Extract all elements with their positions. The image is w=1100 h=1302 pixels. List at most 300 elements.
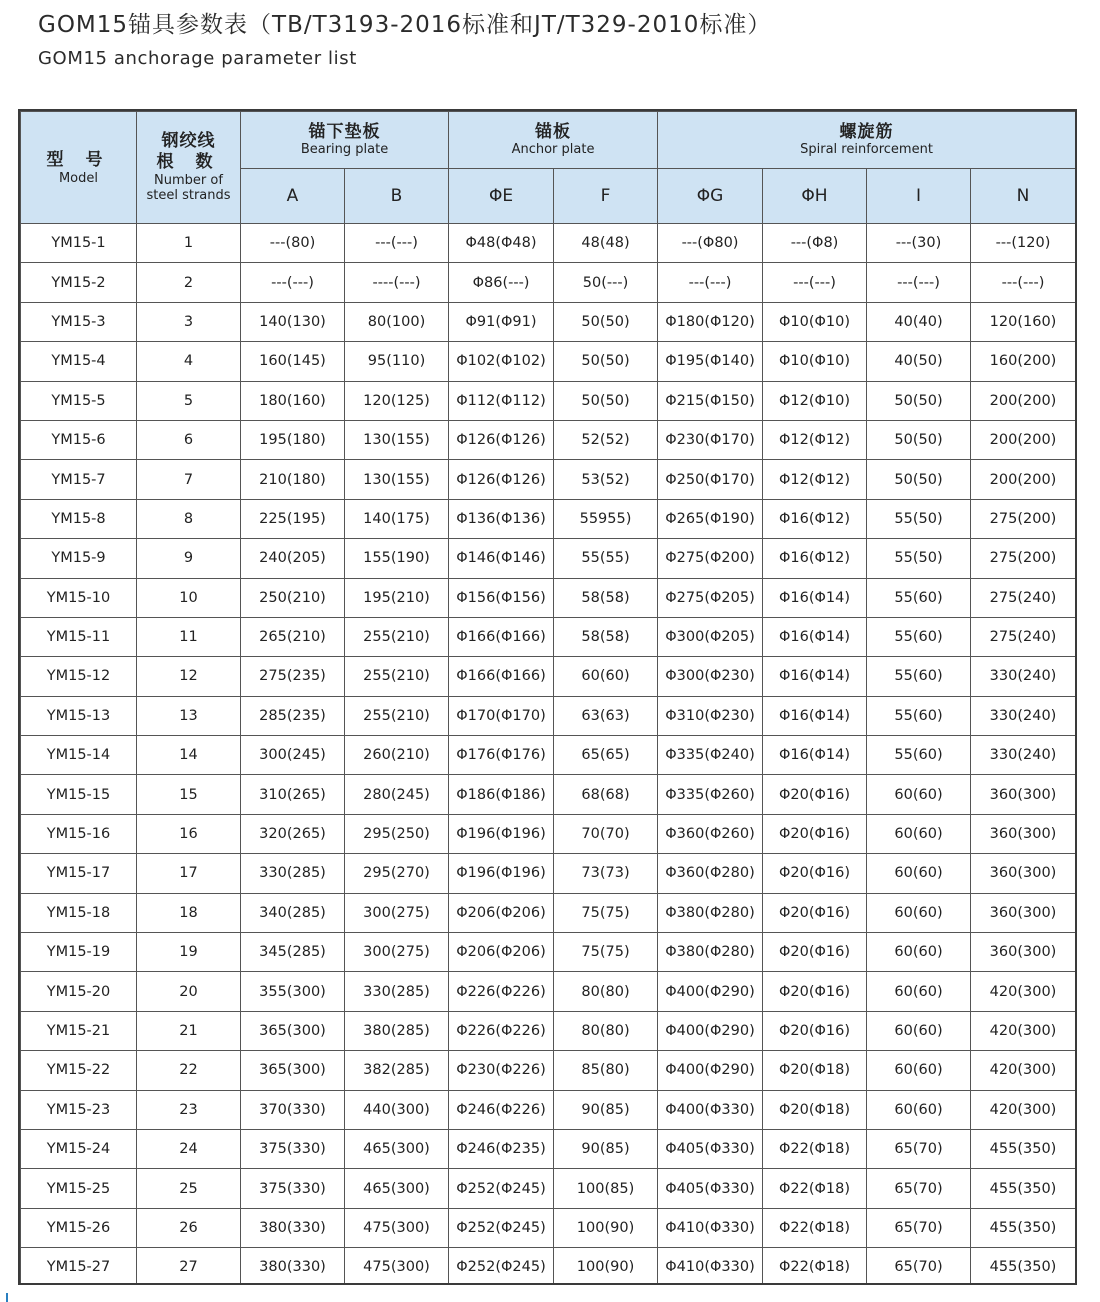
cell-b: 330(285): [345, 972, 449, 1011]
cell-e: Φ186(Φ186): [449, 775, 554, 814]
cell-h: ---(Φ8): [763, 224, 867, 263]
cell-model: YM15-10: [21, 578, 137, 617]
cell-a: 195(180): [241, 420, 345, 459]
cell-n: 200(200): [971, 381, 1076, 420]
header-strands-zh1: 钢绞线: [161, 131, 216, 151]
cell-strands: 17: [137, 854, 241, 893]
cell-strands: 13: [137, 696, 241, 735]
cell-b: 280(245): [345, 775, 449, 814]
cell-e: Φ166(Φ166): [449, 657, 554, 696]
cell-i: 60(60): [867, 814, 971, 853]
cell-n: 120(160): [971, 302, 1076, 341]
cell-model: YM15-3: [21, 302, 137, 341]
col-header-a: A: [241, 169, 345, 224]
cell-g: Φ405(Φ330): [658, 1129, 763, 1168]
table-row: [21, 1208, 1076, 1247]
cell-e: Φ48(Φ48): [449, 224, 554, 263]
cell-g: Φ215(Φ150): [658, 381, 763, 420]
col-header-n: N: [971, 169, 1076, 224]
cell-a: 365(300): [241, 1011, 345, 1050]
cell-g: Φ300(Φ230): [658, 657, 763, 696]
cell-strands: 3: [137, 302, 241, 341]
cell-e: Φ102(Φ102): [449, 342, 554, 381]
cell-model: YM15-6: [21, 420, 137, 459]
cell-i: 65(70): [867, 1169, 971, 1208]
cell-b: 475(300): [345, 1208, 449, 1247]
cell-f: 50(---): [554, 263, 658, 302]
cell-i: 60(60): [867, 893, 971, 932]
cell-i: 60(60): [867, 1090, 971, 1129]
cell-e: Φ252(Φ245): [449, 1169, 554, 1208]
cell-b: 255(210): [345, 657, 449, 696]
table-row: [21, 814, 1076, 853]
cell-i: 60(60): [867, 775, 971, 814]
cell-strands: 27: [137, 1248, 241, 1285]
cell-model: YM15-25: [21, 1169, 137, 1208]
cell-i: 40(40): [867, 302, 971, 341]
cell-g: Φ195(Φ140): [658, 342, 763, 381]
cell-i: 55(60): [867, 578, 971, 617]
cell-b: 440(300): [345, 1090, 449, 1129]
cell-a: ---(---): [241, 263, 345, 302]
cell-i: 60(60): [867, 1051, 971, 1090]
cell-f: 100(90): [554, 1248, 658, 1285]
cell-e: Φ91(Φ91): [449, 302, 554, 341]
cell-n: 360(300): [971, 775, 1076, 814]
table-row: [21, 263, 1076, 302]
cell-model: YM15-18: [21, 893, 137, 932]
cell-h: Φ20(Φ16): [763, 972, 867, 1011]
cell-b: 380(285): [345, 1011, 449, 1050]
cell-h: Φ20(Φ16): [763, 814, 867, 853]
cell-g: Φ360(Φ260): [658, 814, 763, 853]
cell-h: Φ16(Φ14): [763, 696, 867, 735]
cell-i: 55(60): [867, 736, 971, 775]
cell-a: 310(265): [241, 775, 345, 814]
cell-b: 130(155): [345, 460, 449, 499]
cell-n: 455(350): [971, 1248, 1076, 1285]
cell-model: YM15-23: [21, 1090, 137, 1129]
cell-e: Φ196(Φ196): [449, 854, 554, 893]
cell-i: 55(50): [867, 499, 971, 538]
cell-e: Φ246(Φ226): [449, 1090, 554, 1129]
cell-b: 140(175): [345, 499, 449, 538]
table-row: [21, 696, 1076, 735]
col-header-g: ΦG: [658, 169, 763, 224]
cell-model: YM15-11: [21, 617, 137, 656]
cell-a: 285(235): [241, 696, 345, 735]
cell-f: 60(60): [554, 657, 658, 696]
cell-g: ---(---): [658, 263, 763, 302]
cell-strands: 20: [137, 972, 241, 1011]
cell-h: Φ22(Φ18): [763, 1169, 867, 1208]
cell-h: Φ20(Φ16): [763, 1011, 867, 1050]
cell-g: Φ300(Φ205): [658, 617, 763, 656]
cell-a: 330(285): [241, 854, 345, 893]
cell-e: Φ156(Φ156): [449, 578, 554, 617]
cell-g: Φ400(Φ330): [658, 1090, 763, 1129]
col-header-i: I: [867, 169, 971, 224]
cell-b: 130(155): [345, 420, 449, 459]
cell-b: 300(275): [345, 893, 449, 932]
cell-i: 60(60): [867, 933, 971, 972]
cell-e: Φ126(Φ126): [449, 460, 554, 499]
cell-h: Φ16(Φ14): [763, 657, 867, 696]
cell-g: Φ380(Φ280): [658, 893, 763, 932]
table-row: [21, 499, 1076, 538]
cell-f: 63(63): [554, 696, 658, 735]
col-header-f: F: [554, 169, 658, 224]
cell-strands: 1: [137, 224, 241, 263]
cell-a: 160(145): [241, 342, 345, 381]
anchorage-parameter-table: [20, 111, 1076, 1285]
cell-f: 90(85): [554, 1129, 658, 1168]
table-row: [21, 1248, 1076, 1285]
cell-n: 275(240): [971, 617, 1076, 656]
cell-model: YM15-22: [21, 1051, 137, 1090]
header-anchor-zh: 锚板: [535, 122, 572, 142]
cell-h: Φ20(Φ16): [763, 933, 867, 972]
cell-f: 70(70): [554, 814, 658, 853]
cell-b: 255(210): [345, 617, 449, 656]
cell-strands: 7: [137, 460, 241, 499]
cell-g: Φ275(Φ200): [658, 539, 763, 578]
cell-n: ---(120): [971, 224, 1076, 263]
cell-b: 255(210): [345, 696, 449, 735]
cell-i: 60(60): [867, 1011, 971, 1050]
cell-e: Φ246(Φ235): [449, 1129, 554, 1168]
table-body: [21, 224, 1076, 1286]
cell-n: 455(350): [971, 1129, 1076, 1168]
cell-e: Φ86(---): [449, 263, 554, 302]
cell-a: 340(285): [241, 893, 345, 932]
cell-a: 380(330): [241, 1208, 345, 1247]
cell-g: Φ180(Φ120): [658, 302, 763, 341]
cell-f: 73(73): [554, 854, 658, 893]
page-title: GOM15锚具参数表（TB/T3193-2016标准和JT/T329-2010标准）: [38, 12, 772, 38]
cell-b: 465(300): [345, 1129, 449, 1168]
cell-h: Φ16(Φ12): [763, 539, 867, 578]
cell-strands: 12: [137, 657, 241, 696]
table-row: [21, 972, 1076, 1011]
cell-b: 195(210): [345, 578, 449, 617]
table-row: [21, 578, 1076, 617]
cell-model: YM15-12: [21, 657, 137, 696]
cell-b: 80(100): [345, 302, 449, 341]
cell-n: 330(240): [971, 696, 1076, 735]
cell-model: YM15-21: [21, 1011, 137, 1050]
cell-n: 275(200): [971, 539, 1076, 578]
cell-f: 53(52): [554, 460, 658, 499]
cell-i: 55(50): [867, 539, 971, 578]
header-anchor-en: Anchor plate: [511, 142, 595, 157]
cell-e: Φ206(Φ206): [449, 933, 554, 972]
cell-f: 55(55): [554, 539, 658, 578]
cell-f: 68(68): [554, 775, 658, 814]
cell-g: Φ410(Φ330): [658, 1208, 763, 1247]
cell-e: Φ252(Φ245): [449, 1248, 554, 1285]
cell-strands: 8: [137, 499, 241, 538]
cell-b: 295(270): [345, 854, 449, 893]
cell-model: YM15-19: [21, 933, 137, 972]
table-row: [21, 893, 1076, 932]
cell-e: Φ206(Φ206): [449, 893, 554, 932]
cell-model: YM15-26: [21, 1208, 137, 1247]
cell-model: YM15-1: [21, 224, 137, 263]
cell-e: Φ170(Φ170): [449, 696, 554, 735]
cell-b: ---(---): [345, 224, 449, 263]
cell-strands: 11: [137, 617, 241, 656]
cell-n: 420(300): [971, 972, 1076, 1011]
cell-h: Φ12(Φ10): [763, 381, 867, 420]
cell-i: 55(60): [867, 617, 971, 656]
cell-e: Φ226(Φ226): [449, 972, 554, 1011]
cell-model: YM15-20: [21, 972, 137, 1011]
cell-g: Φ265(Φ190): [658, 499, 763, 538]
cell-h: Φ10(Φ10): [763, 342, 867, 381]
table-row: [21, 381, 1076, 420]
cell-a: 140(130): [241, 302, 345, 341]
table-row: [21, 617, 1076, 656]
cell-f: 55955): [554, 499, 658, 538]
cell-f: 48(48): [554, 224, 658, 263]
cell-a: 355(300): [241, 972, 345, 1011]
header-spiral-reinforcement: [658, 112, 1076, 169]
table-row: [21, 933, 1076, 972]
cell-h: Φ20(Φ16): [763, 854, 867, 893]
cell-n: 420(300): [971, 1090, 1076, 1129]
cell-b: 155(190): [345, 539, 449, 578]
cell-h: Φ12(Φ12): [763, 460, 867, 499]
parameter-table-container: [18, 109, 1077, 1285]
table-row: [21, 1051, 1076, 1090]
cell-e: Φ196(Φ196): [449, 814, 554, 853]
cell-i: 50(50): [867, 420, 971, 459]
cell-strands: 10: [137, 578, 241, 617]
cell-model: YM15-17: [21, 854, 137, 893]
cell-strands: 26: [137, 1208, 241, 1247]
cell-b: 295(250): [345, 814, 449, 853]
cell-model: YM15-2: [21, 263, 137, 302]
cell-f: 85(80): [554, 1051, 658, 1090]
cell-strands: 6: [137, 420, 241, 459]
cell-e: Φ126(Φ126): [449, 420, 554, 459]
cell-i: 40(50): [867, 342, 971, 381]
cell-model: YM15-14: [21, 736, 137, 775]
cell-e: Φ176(Φ176): [449, 736, 554, 775]
cell-g: Φ250(Φ170): [658, 460, 763, 499]
cell-i: 65(70): [867, 1129, 971, 1168]
cell-a: 375(330): [241, 1169, 345, 1208]
cell-strands: 16: [137, 814, 241, 853]
cell-a: 210(180): [241, 460, 345, 499]
cell-e: Φ226(Φ226): [449, 1011, 554, 1050]
cell-n: 455(350): [971, 1208, 1076, 1247]
cell-f: 100(90): [554, 1208, 658, 1247]
cell-strands: 14: [137, 736, 241, 775]
cell-g: Φ400(Φ290): [658, 972, 763, 1011]
cell-model: YM15-4: [21, 342, 137, 381]
cell-f: 100(85): [554, 1169, 658, 1208]
cell-i: 50(50): [867, 460, 971, 499]
cell-f: 65(65): [554, 736, 658, 775]
cell-strands: 9: [137, 539, 241, 578]
cell-strands: 5: [137, 381, 241, 420]
col-header-b: B: [345, 169, 449, 224]
cell-strands: 18: [137, 893, 241, 932]
cell-strands: 23: [137, 1090, 241, 1129]
col-header-h: ΦH: [763, 169, 867, 224]
cell-b: ----(---): [345, 263, 449, 302]
cell-f: 75(75): [554, 893, 658, 932]
cell-n: 200(200): [971, 460, 1076, 499]
table-row: [21, 420, 1076, 459]
cell-f: 52(52): [554, 420, 658, 459]
header-spiral-zh: 螺旋筋: [839, 122, 894, 142]
table-row: [21, 854, 1076, 893]
cell-f: 75(75): [554, 933, 658, 972]
header-model: [21, 112, 137, 224]
header-anchor-plate: [449, 112, 658, 169]
cell-n: 455(350): [971, 1169, 1076, 1208]
cell-b: 465(300): [345, 1169, 449, 1208]
header-model-zh: 型 号: [46, 150, 111, 170]
table-row: [21, 539, 1076, 578]
cell-e: Φ136(Φ136): [449, 499, 554, 538]
header-strands-en1: Number of: [154, 173, 223, 188]
cell-g: Φ360(Φ280): [658, 854, 763, 893]
cell-f: 58(58): [554, 578, 658, 617]
cell-n: 360(300): [971, 814, 1076, 853]
cell-a: 180(160): [241, 381, 345, 420]
cell-a: 345(285): [241, 933, 345, 972]
cell-n: 420(300): [971, 1011, 1076, 1050]
cell-n: 330(240): [971, 657, 1076, 696]
cell-a: 380(330): [241, 1248, 345, 1285]
cell-h: Φ16(Φ14): [763, 617, 867, 656]
cell-strands: 19: [137, 933, 241, 972]
header-strands: [137, 112, 241, 224]
cell-g: Φ275(Φ205): [658, 578, 763, 617]
table-row: [21, 1169, 1076, 1208]
cell-n: 330(240): [971, 736, 1076, 775]
cell-n: 420(300): [971, 1051, 1076, 1090]
cell-i: ---(30): [867, 224, 971, 263]
cell-h: Φ22(Φ18): [763, 1129, 867, 1168]
cell-e: Φ252(Φ245): [449, 1208, 554, 1247]
cell-n: 360(300): [971, 933, 1076, 972]
cell-n: 275(240): [971, 578, 1076, 617]
cell-n: 360(300): [971, 854, 1076, 893]
cell-f: 50(50): [554, 342, 658, 381]
cell-n: 275(200): [971, 499, 1076, 538]
cell-h: Φ20(Φ18): [763, 1051, 867, 1090]
cell-g: Φ380(Φ280): [658, 933, 763, 972]
table-row: [21, 1090, 1076, 1129]
table-row: [21, 224, 1076, 263]
col-header-e: ΦE: [449, 169, 554, 224]
cell-h: ---(---): [763, 263, 867, 302]
cell-strands: 21: [137, 1011, 241, 1050]
cell-model: YM15-27: [21, 1248, 137, 1285]
cell-h: Φ20(Φ16): [763, 775, 867, 814]
cell-g: Φ405(Φ330): [658, 1169, 763, 1208]
cell-a: 365(300): [241, 1051, 345, 1090]
cell-e: Φ166(Φ166): [449, 617, 554, 656]
cell-i: ---(---): [867, 263, 971, 302]
cell-g: Φ410(Φ330): [658, 1248, 763, 1285]
cell-h: Φ20(Φ16): [763, 893, 867, 932]
cell-a: 320(265): [241, 814, 345, 853]
cell-g: Φ335(Φ240): [658, 736, 763, 775]
cell-e: Φ112(Φ112): [449, 381, 554, 420]
cell-f: 50(50): [554, 381, 658, 420]
cell-model: YM15-15: [21, 775, 137, 814]
header-bearing-en: Bearing plate: [300, 142, 389, 157]
table-row: [21, 775, 1076, 814]
cell-b: 120(125): [345, 381, 449, 420]
cell-g: Φ310(Φ230): [658, 696, 763, 735]
cell-strands: 25: [137, 1169, 241, 1208]
cell-f: 90(85): [554, 1090, 658, 1129]
cell-g: Φ230(Φ170): [658, 420, 763, 459]
cell-n: 200(200): [971, 420, 1076, 459]
table-header: [21, 112, 1076, 224]
cell-n: ---(---): [971, 263, 1076, 302]
cell-model: YM15-16: [21, 814, 137, 853]
header-model-en: Model: [58, 171, 99, 186]
cell-strands: 4: [137, 342, 241, 381]
table-row: [21, 657, 1076, 696]
cell-model: YM15-5: [21, 381, 137, 420]
cell-strands: 24: [137, 1129, 241, 1168]
cell-f: 80(80): [554, 972, 658, 1011]
cell-n: 160(200): [971, 342, 1076, 381]
cell-f: 58(58): [554, 617, 658, 656]
header-strands-en2: steel strands: [146, 188, 231, 203]
header-spiral-en: Spiral reinforcement: [800, 142, 933, 157]
cell-model: YM15-7: [21, 460, 137, 499]
header-bearing-zh: 锚下垫板: [308, 122, 381, 142]
table-row: [21, 1129, 1076, 1168]
table-row: [21, 1011, 1076, 1050]
table-row: [21, 342, 1076, 381]
cell-i: 60(60): [867, 854, 971, 893]
cell-g: ---(Φ80): [658, 224, 763, 263]
cell-strands: 2: [137, 263, 241, 302]
cell-a: 370(330): [241, 1090, 345, 1129]
cell-b: 95(110): [345, 342, 449, 381]
table-row: [21, 736, 1076, 775]
cell-h: Φ22(Φ18): [763, 1208, 867, 1247]
cell-a: 375(330): [241, 1129, 345, 1168]
cell-model: YM15-8: [21, 499, 137, 538]
cell-f: 50(50): [554, 302, 658, 341]
cell-g: Φ335(Φ260): [658, 775, 763, 814]
cell-a: 275(235): [241, 657, 345, 696]
table-row: [21, 460, 1076, 499]
cell-h: Φ16(Φ14): [763, 736, 867, 775]
cell-i: 55(60): [867, 657, 971, 696]
cell-a: 300(245): [241, 736, 345, 775]
cell-a: ---(80): [241, 224, 345, 263]
cell-strands: 22: [137, 1051, 241, 1090]
cell-e: Φ146(Φ146): [449, 539, 554, 578]
table-row: [21, 302, 1076, 341]
cell-h: Φ20(Φ18): [763, 1090, 867, 1129]
cell-b: 260(210): [345, 736, 449, 775]
cell-i: 50(50): [867, 381, 971, 420]
